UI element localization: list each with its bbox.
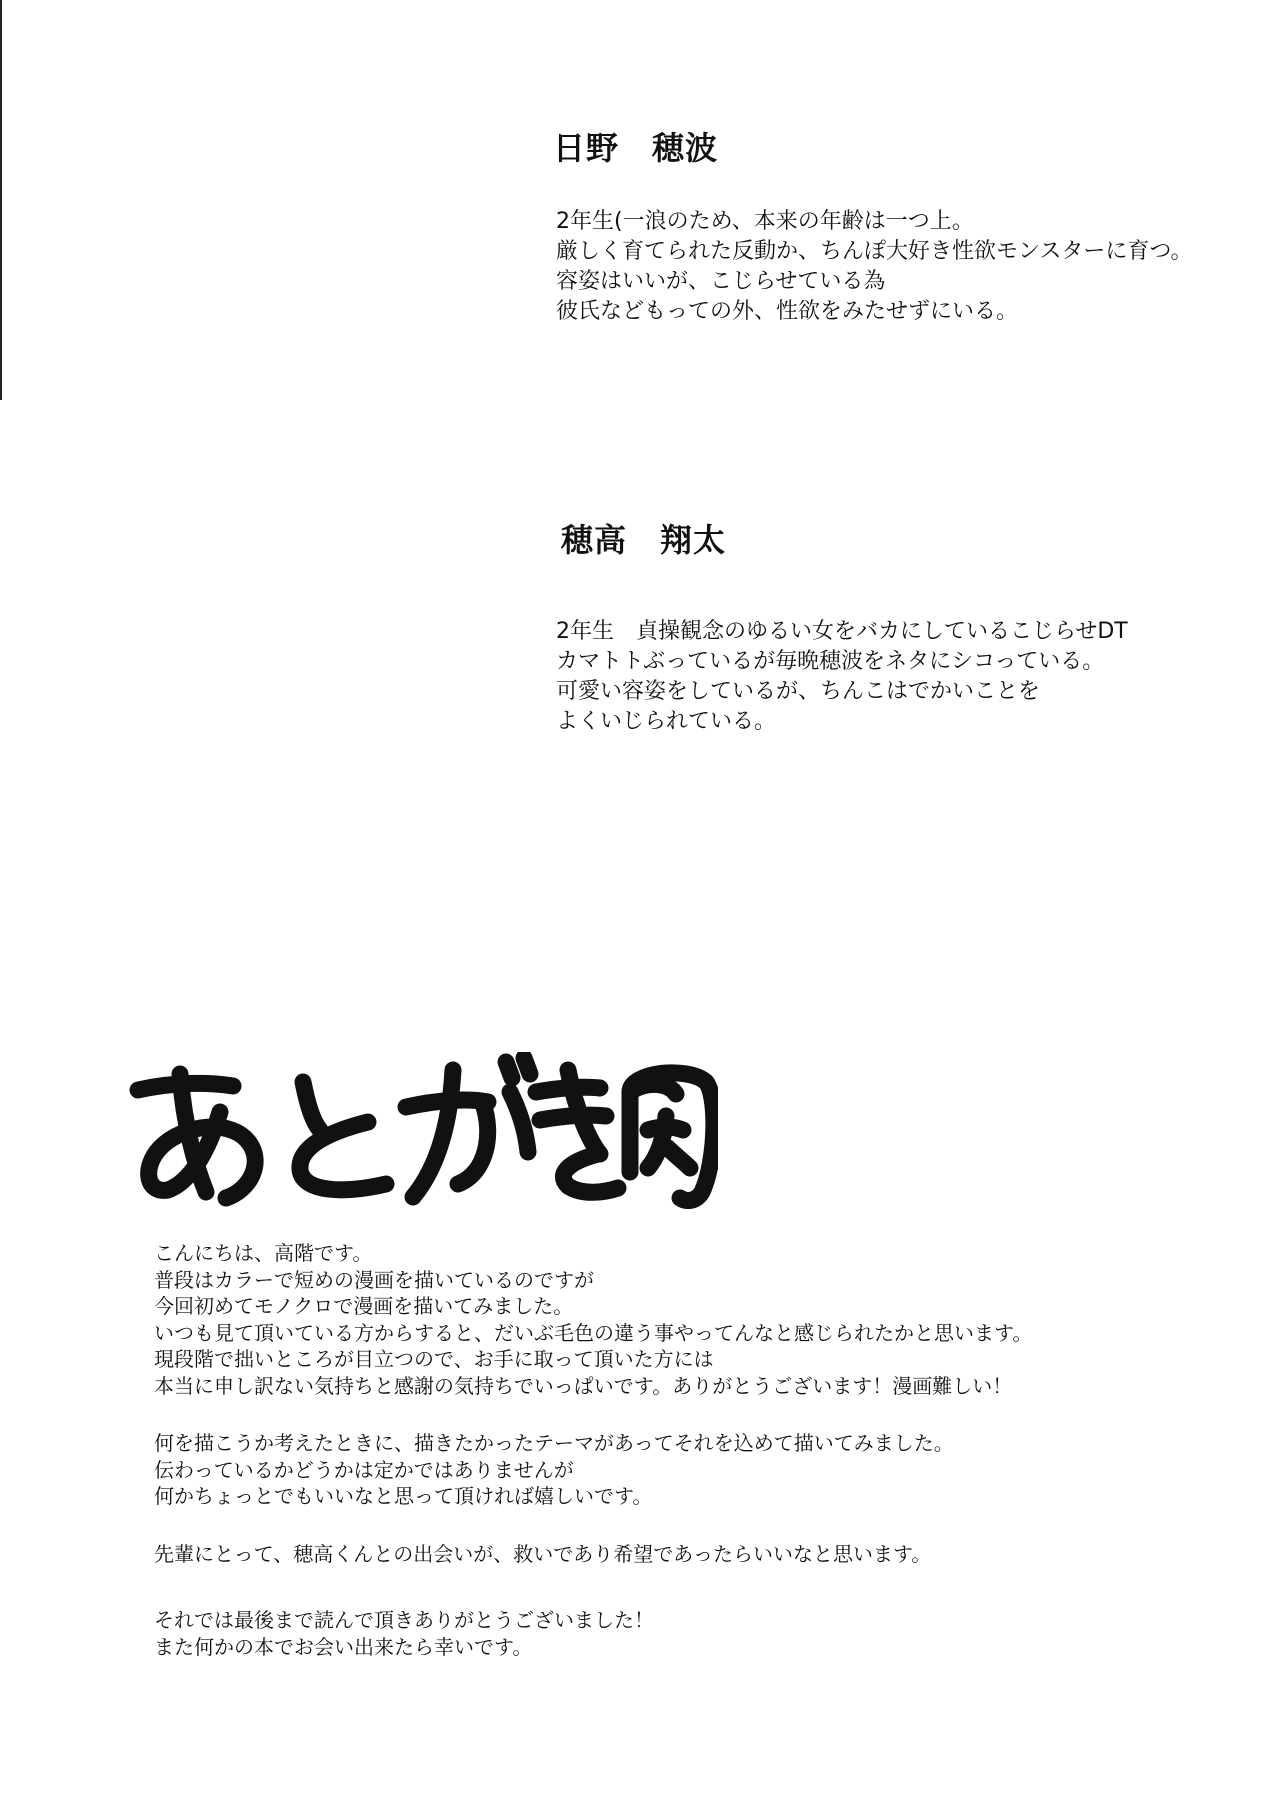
character-name-honami: 日野 穂波 (553, 129, 719, 167)
character-profile-honami (556, 207, 1192, 327)
afterword-line: 伝わっているかどうかは定かではありませんが (154, 1457, 574, 1482)
afterword-paragraph (154, 1607, 1032, 1660)
afterword-line: それでは最後まで読んで頂きありがとうございました！ (154, 1608, 654, 1632)
afterword-paragraph (154, 1430, 1032, 1510)
profile-line: カマトトぶっているが毎晩穂波をネタにシコっている。 (556, 649, 1105, 674)
afterword-line: こんにちは、高階です。 (154, 1241, 373, 1265)
profile-line: 容姿はいいが、こじらせている為 (556, 269, 886, 294)
profile-line: 彼氏などもっての外、性欲をみたせずにいる。 (556, 299, 1019, 324)
character-name-shota: 穂高 翔太 (561, 521, 727, 559)
page-edge-line (0, 0, 2, 400)
afterword-paragraph (154, 1240, 1032, 1399)
profile-line: 2年生(一浪のため、本来の年齢は一つ上。 (556, 209, 974, 234)
afterword-line: いつも見て頂いている方からすると、だいぶ毛色の違う事やってんなと感じられたかと思います。 (154, 1320, 1033, 1345)
afterword-line: 本当に申し訳ない気持ちと感謝の気持ちでいっぱいです。ありがとうございます！漫画難しい！ (154, 1373, 1013, 1398)
profile-line: 2年生 貞操観念のゆるい女をバカにしているこじらせDT (556, 619, 1128, 644)
profile-line: 厳しく育てられた反動か、ちんぽ大好き性欲モンスターに育つ。 (556, 239, 1193, 264)
profile-line: 可愛い容姿をしているが、ちんこはでかいことを (556, 679, 1041, 704)
afterword-body (154, 1240, 1032, 1660)
afterword-line: また何かの本でお会い出来たら幸いです。 (154, 1634, 533, 1659)
afterword-line: 何を描こうか考えたときに、描きたかったテーマがあってそれを込めて描いてみました。 (154, 1431, 954, 1455)
afterword-line: 現段階で拙いところが目立つので、お手に取って頂いた方には (154, 1347, 714, 1371)
profile-line: よくいじられている。 (556, 709, 777, 734)
afterword-line: 先輩にとって、穂高くんとの出会いが、救いであり希望であったらいいなと思います。 (154, 1541, 932, 1566)
character-profile-shota (556, 617, 1128, 737)
afterword-line: 今回初めてモノクロで漫画を描いてみました。 (154, 1294, 574, 1318)
afterword-line: 普段はカラーで短めの漫画を描いているのですが (154, 1267, 594, 1292)
afterword-title-lettering (128, 1052, 718, 1212)
afterword-paragraph (154, 1541, 1032, 1568)
afterword-line: 何かちょっとでもいいなと思って頂ければ嬉しいです。 (154, 1484, 653, 1508)
